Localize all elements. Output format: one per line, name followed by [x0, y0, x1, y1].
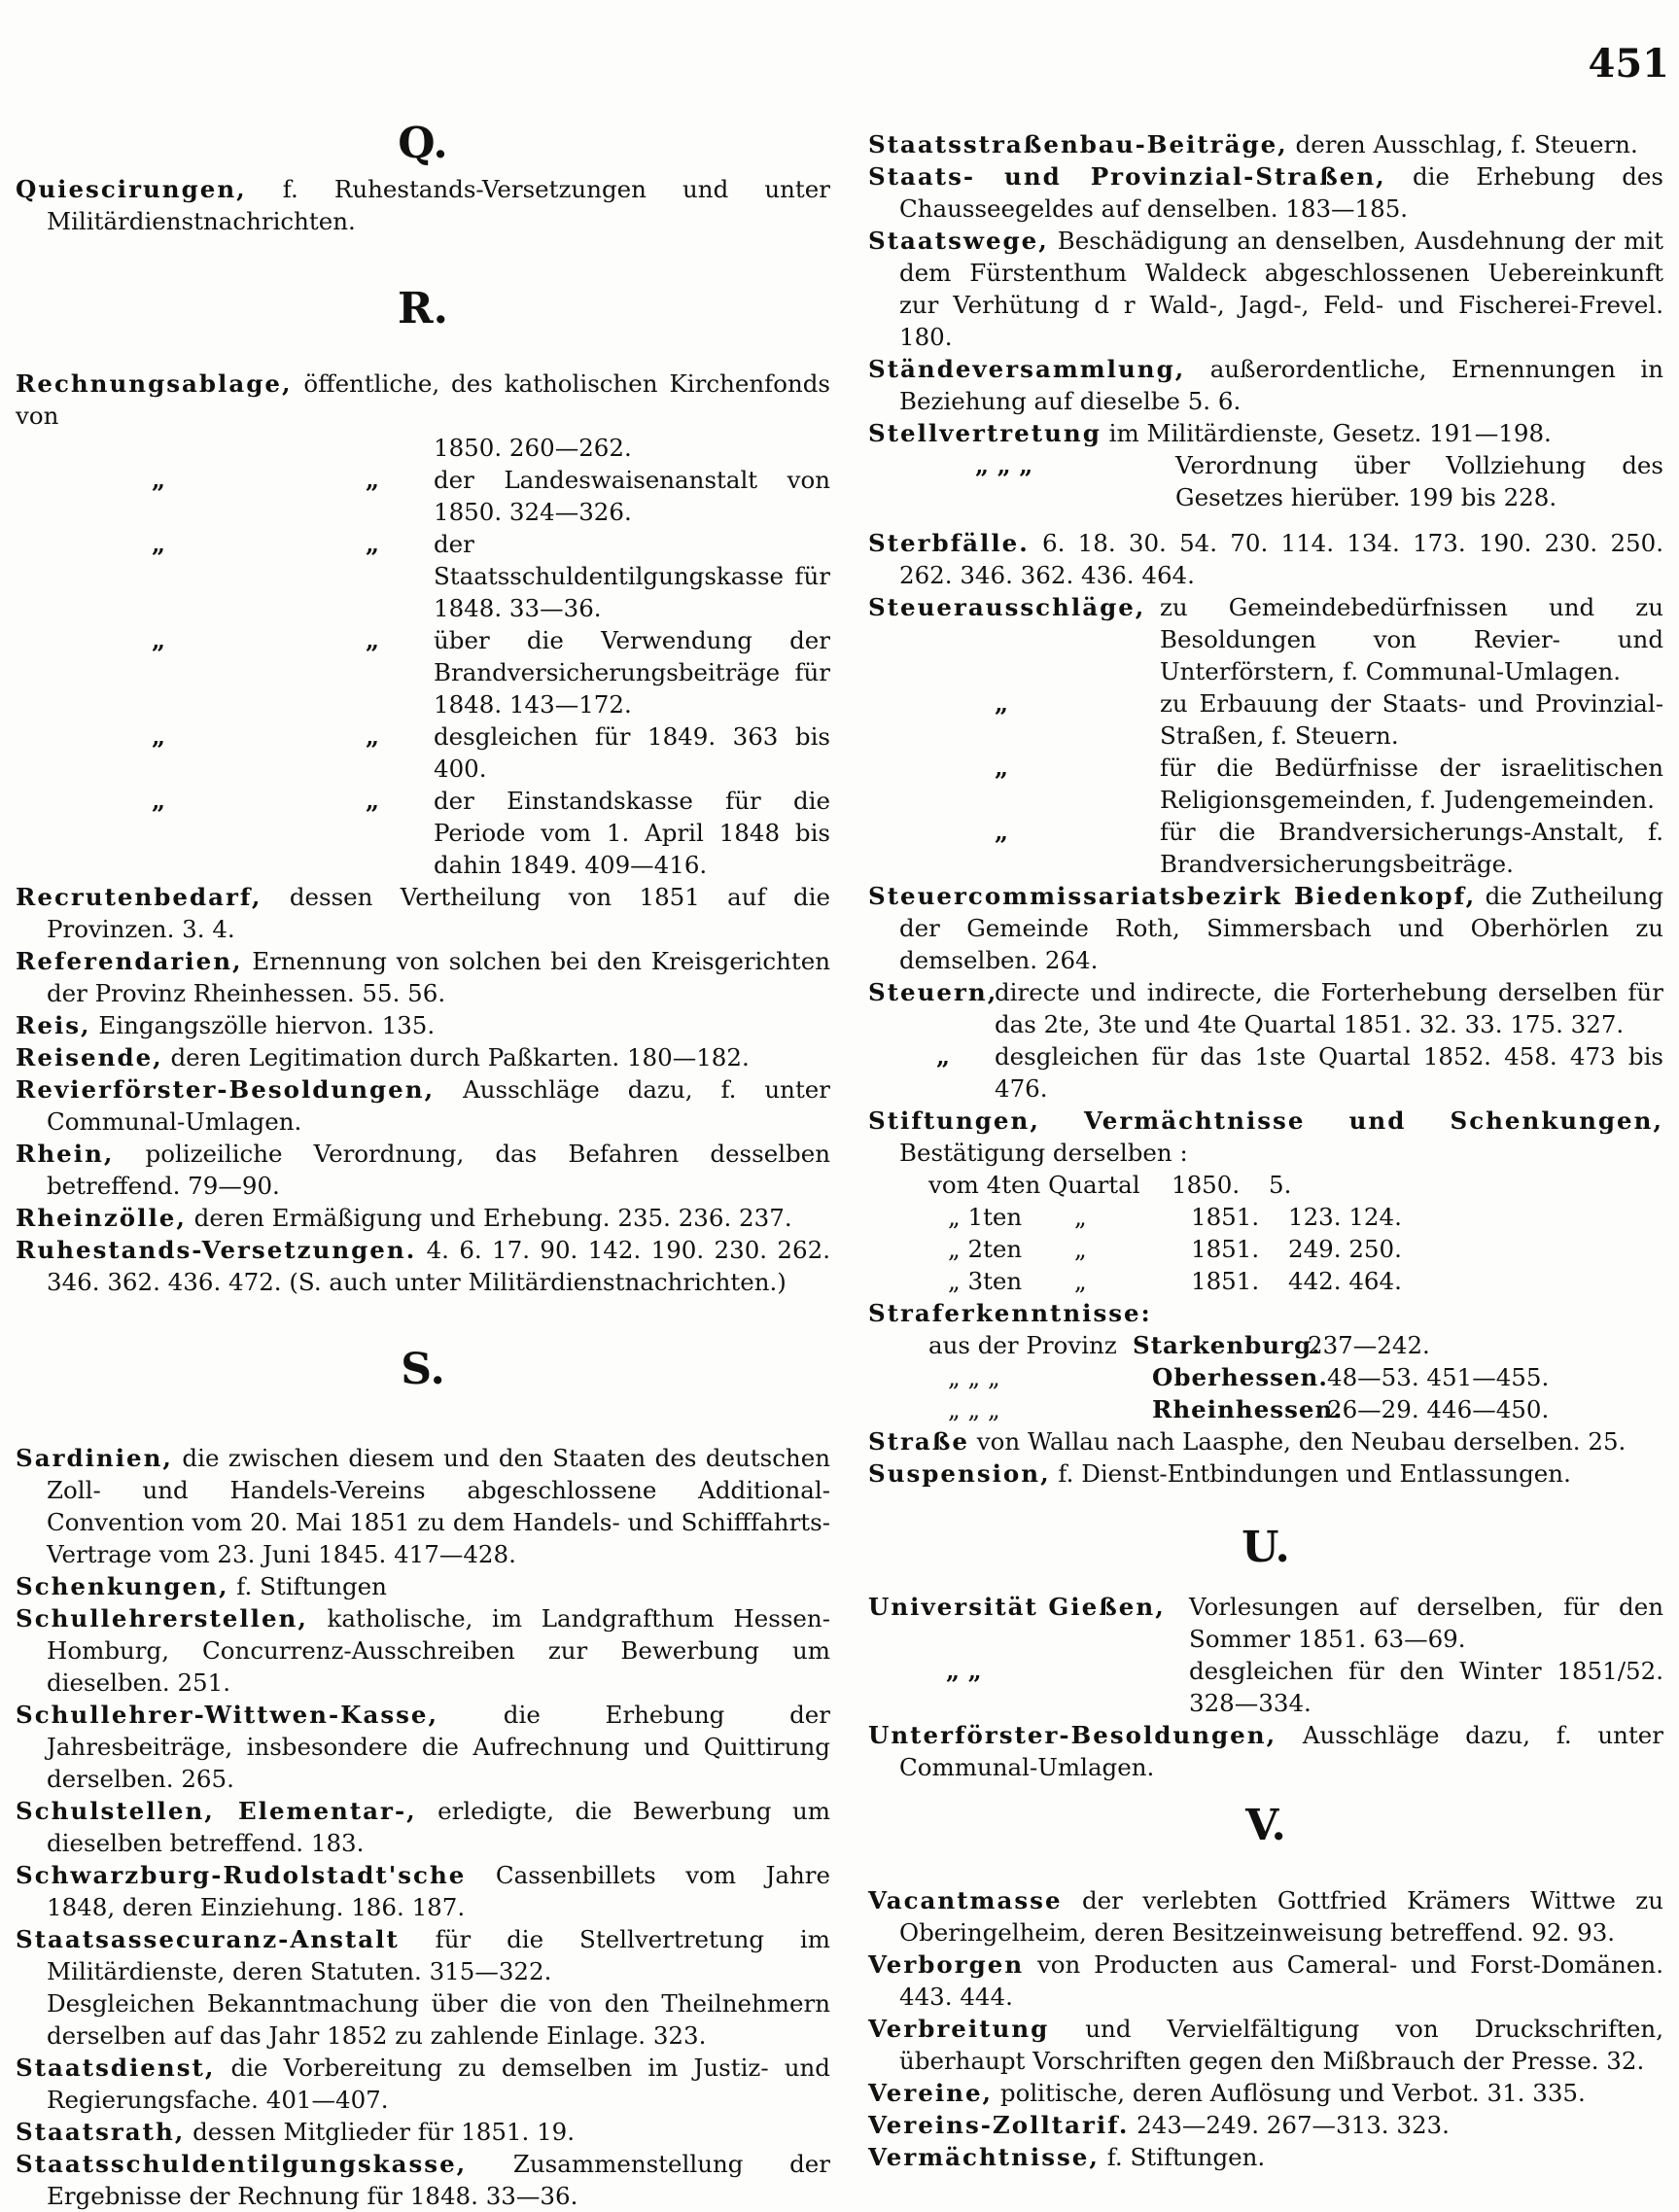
- entry-keyword: Staats- und Provinzial-Straßen,: [868, 162, 1386, 191]
- section-letter-u: U.: [1242, 1523, 1290, 1572]
- index-entry: [868, 353, 1663, 417]
- index-entry: [868, 2077, 1663, 2109]
- ditto-mark: „: [936, 1042, 951, 1071]
- list-label: „ 1ten: [948, 1203, 1023, 1231]
- entry-keyword: Sterbfälle.: [868, 529, 1030, 557]
- entry-text: deren Ermäßigung und Erhebung. 235. 236. 237.: [193, 1204, 792, 1232]
- index-entry: [868, 1457, 1663, 1490]
- ditto-mark: „: [1074, 1235, 1087, 1263]
- sub-entry: [868, 1040, 1663, 1105]
- entry-text: polizeiliche Verordnung, das Befahren desselben betreffend. 79—90.: [47, 1140, 830, 1200]
- entry-keyword: Vereins-Zolltarif.: [868, 2111, 1130, 2139]
- entry-keyword: Staatsdienst,: [16, 2054, 216, 2082]
- entry-keyword: Quiescirungen,: [16, 175, 247, 203]
- index-entry: [16, 1699, 830, 1795]
- sub-entry-text: Vorlesungen auf derselben, für den Sommer 1851. 63—69.: [1189, 1593, 1663, 1653]
- entry-text: Cassenbillets vom Jahre 1848, deren Einziehung. 186. 187.: [47, 1861, 831, 1921]
- ditto-mark: „ „ „: [948, 1363, 1000, 1391]
- entry-keyword: Rhein,: [16, 1140, 115, 1168]
- sub-entry: [868, 591, 1663, 687]
- index-entry: [868, 225, 1663, 353]
- entry-text: Zusammenstellung der Ergebnisse der Rechnung für 1848. 33—36.: [47, 2150, 830, 2210]
- entry-text: 4. 6. 17. 90. 142. 190. 230. 262. 346. 362. 436. 472. (S. auch unter Militärdienstnachrichten.): [47, 1236, 830, 1296]
- entry-text: Ernennung von solchen bei den Kreisgerichten der Provinz Rheinhessen. 55. 56.: [47, 947, 830, 1007]
- entry-text: öffentliche, des katholischen Kirchenfonds von: [16, 369, 830, 430]
- sub-entry-text: desgleichen für 1849. 363 bis 400.: [434, 722, 830, 783]
- index-entry: [16, 2148, 830, 2212]
- ditto-mark: „: [152, 466, 166, 494]
- entry-keyword: Steuerausschläge,: [868, 593, 1146, 621]
- ditto-mark: „: [366, 626, 380, 654]
- entry-keyword: Staatsassecuranz-Anstalt: [16, 1925, 400, 1953]
- entry-keyword: Staatswege,: [868, 227, 1049, 255]
- list-label: „ 2ten: [948, 1235, 1023, 1263]
- list-label: „ 3ten: [948, 1267, 1023, 1295]
- entry-keyword: Vacantmasse: [868, 1886, 1063, 1914]
- sub-entry: [16, 432, 830, 464]
- sub-entry-text: für die Bedürfnisse der israelitischen Religionsgemeinden, f. Judengemeinden.: [1160, 754, 1663, 814]
- entry-keyword: Vermächtnisse,: [868, 2143, 1100, 2171]
- entry-keyword: Straferkenntnisse:: [868, 1299, 1152, 1327]
- sub-entry: [16, 624, 830, 720]
- sub-entry-text: der Landeswaisenanstalt von 1850. 324—326.: [434, 466, 830, 526]
- entry-text: von Wallau nach Laasphe, den Neubau derselben. 25.: [976, 1427, 1627, 1456]
- list-item: [868, 1393, 1663, 1425]
- sub-entry-text: desgleichen für das 1ste Quartal 1852. 458. 473 bis 476.: [995, 1042, 1663, 1103]
- sub-entry-text: für die Brandversicherungs-Anstalt, f. Brandversicherungsbeiträge.: [1160, 818, 1663, 878]
- list-pages: 123. 124.: [1288, 1203, 1402, 1231]
- index-entry: [868, 880, 1663, 976]
- list-province: Starkenburg.: [1133, 1331, 1321, 1359]
- entry-keyword: Universität Gießen,: [868, 1593, 1166, 1621]
- index-entry: [868, 160, 1663, 225]
- index-entry: [868, 1297, 1663, 1329]
- entry-text: dessen Mitglieder für 1851. 19.: [192, 2118, 576, 2146]
- sub-entry-text: directe und indirecte, die Forterhebung derselben für das 2te, 3te und 4te Quartal 1851. 32. 33. 175. 327.: [995, 978, 1663, 1038]
- page-number: 451: [1588, 41, 1669, 87]
- ditto-mark: „: [1074, 1203, 1087, 1231]
- sub-entry-text: zu Erbauung der Staats- und Provinzial-Straßen, f. Steuern.: [1160, 689, 1663, 750]
- index-entry: [16, 881, 830, 945]
- index-entry: [16, 173, 830, 237]
- entry-text: 6. 18. 30. 54. 70. 114. 134. 173. 190. 230. 250. 262. 346. 362. 436. 464.: [899, 529, 1663, 589]
- sub-entry-text: 1850. 260—262.: [434, 434, 632, 462]
- entry-keyword: Verborgen: [868, 1950, 1025, 1979]
- ditto-mark: „: [152, 626, 166, 654]
- entry-keyword: Steuern,: [868, 978, 998, 1006]
- entry-keyword: Verbreitung: [868, 2015, 1050, 2043]
- left-column: [16, 115, 830, 2212]
- entry-text: deren Legitimation durch Paßkarten. 180—182.: [170, 1043, 750, 1071]
- ditto-mark: „: [366, 722, 380, 751]
- sub-entry: [868, 687, 1663, 752]
- index-entry: [868, 417, 1663, 449]
- list-year: 1851.: [1191, 1235, 1260, 1263]
- index-entry: [868, 128, 1663, 160]
- entry-keyword: Ständeversammlung,: [868, 355, 1186, 383]
- entry-keyword: Referendarien,: [16, 947, 243, 975]
- list-pages: 26—29. 446—450.: [1327, 1395, 1550, 1423]
- index-entry: [16, 1602, 830, 1699]
- sub-entry-text: Verordnung über Vollziehung des Gesetzes hierüber. 199 bis 228.: [1175, 451, 1663, 511]
- section-letter-v: V.: [1245, 1801, 1286, 1850]
- entry-text: 243—249. 267—313. 323.: [1137, 2111, 1450, 2139]
- index-entry: [16, 945, 830, 1009]
- list-province: Rheinhessen.: [1152, 1395, 1343, 1423]
- entry-keyword: Reisende,: [16, 1043, 163, 1071]
- right-column: [868, 128, 1663, 2173]
- entry-text: Ausschläge dazu, f. unter Communal-Umlagen.: [899, 1721, 1663, 1781]
- entry-text: f. Ruhestands-Versetzungen und unter Militärdienstnachrichten.: [47, 175, 830, 235]
- index-entry: [868, 2013, 1663, 2077]
- index-entry: [868, 1949, 1663, 2013]
- list-item: [868, 1265, 1663, 1297]
- entry-keyword: Staatsstraßenbau-Beiträge,: [868, 130, 1288, 158]
- entry-text: für die Stellvertretung im Militärdienste, deren Statuten. 315—322.: [47, 1925, 830, 1985]
- list-pages: 442. 464.: [1288, 1267, 1402, 1295]
- entry-keyword: Schullehrerstellen,: [16, 1604, 308, 1633]
- ditto-mark: „: [366, 787, 380, 815]
- sub-entry: [16, 720, 830, 785]
- section-letter-q: Q.: [398, 119, 448, 168]
- index-entry: [16, 1859, 830, 1923]
- entry-keyword: Revierförster-Besoldungen,: [16, 1075, 436, 1104]
- index-entry: [16, 368, 830, 432]
- sub-entry-text: der Staatsschuldentilgungskasse für 1848. 33—36.: [434, 530, 830, 622]
- index-entry: [16, 1138, 830, 1202]
- entry-keyword: Rechnungsablage,: [16, 369, 293, 398]
- entry-text: erledigte, die Bewerbung um dieselben betreffend. 183.: [47, 1797, 830, 1857]
- index-entry: [16, 1009, 830, 1041]
- sub-entry: [16, 464, 830, 528]
- sub-entry: [16, 528, 830, 624]
- entry-text: f. Stiftungen.: [1106, 2143, 1266, 2171]
- entry-text: Eingangszölle hiervon. 135.: [98, 1011, 436, 1039]
- index-entry: [16, 2116, 830, 2148]
- ditto-mark: „ „: [946, 1657, 982, 1685]
- list-year: 1851.: [1191, 1203, 1260, 1231]
- ditto-mark: „: [152, 530, 166, 558]
- entry-keyword: Staatsschuldentilgungskasse,: [16, 2150, 468, 2178]
- sub-entry: [868, 1655, 1663, 1719]
- list-item: [868, 1361, 1663, 1393]
- sub-entry: [868, 976, 1663, 1040]
- entry-text: Beschädigung an denselben, Ausdehnung der mit dem Fürstenthum Waldeck abgeschlossenen Uebereinkunft zur Verhütung d r Wald-, Jagd-, Feld- und Fischerei-Frevel. 180.: [899, 227, 1664, 351]
- entry-text: katholische, im Landgrafthum Hessen-Homburg, Concurrenz-Ausschreiben zur Bewerbung um dieselben. 251.: [47, 1604, 830, 1697]
- entry-keyword: Sardinien,: [16, 1444, 173, 1472]
- sub-entry: [868, 816, 1663, 880]
- sub-entry-text: der Einstandskasse für die Periode vom 1. April 1848 bis dahin 1849. 409—416.: [434, 787, 830, 879]
- index-entry: [868, 2109, 1663, 2141]
- entry-text: die zwischen diesem und den Staaten des deutschen Zoll- und Handels-Vereins abgeschlossene Additional-Convention vom 20. Mai 1851 zu dem Handels- und Schifffahrts-Vertrage vom 23. Juni 1845. 417—428.: [47, 1444, 830, 1568]
- list-item: [868, 1233, 1663, 1265]
- index-entry-continuation: Desgleichen Bekanntmachung über die von den Theilnehmern derselben auf das Jahr 1852 zu zahlende Einlage. 323.: [47, 1989, 830, 2050]
- entry-keyword: Schenkungen,: [16, 1572, 229, 1600]
- entry-text: außerordentliche, Ernennungen in Beziehung auf dieselbe 5. 6.: [899, 355, 1663, 415]
- ditto-mark: „: [995, 754, 1009, 782]
- list-province: Oberhessen.: [1152, 1363, 1328, 1391]
- list-item: [868, 1169, 1663, 1201]
- index-entry: [868, 527, 1663, 591]
- sub-entry-text: zu Gemeindebedürfnissen und zu Besoldungen von Revier- und Unterförstern, f. Communal-Umlagen.: [1160, 593, 1663, 685]
- ditto-mark: „ „ „: [975, 451, 1033, 479]
- entry-keyword: Schulstellen, Elementar-,: [16, 1797, 417, 1825]
- list-pages: 249. 250.: [1288, 1235, 1402, 1263]
- entry-text: politische, deren Auflösung und Verbot. 31. 335.: [999, 2079, 1586, 2107]
- index-entry: [16, 1234, 830, 1298]
- sub-entry: [868, 1591, 1663, 1655]
- entry-text: Bestätigung derselben :: [899, 1139, 1188, 1167]
- index-entry: [868, 1425, 1663, 1457]
- sub-entry: [868, 752, 1663, 816]
- ditto-mark: „: [1074, 1267, 1087, 1295]
- entry-keyword: Ruhestands-Versetzungen.: [16, 1236, 417, 1264]
- list-pages: 5.: [1269, 1171, 1292, 1199]
- list-pages: 48—53. 451—455.: [1327, 1363, 1550, 1391]
- list-pages: 237—242.: [1308, 1331, 1430, 1359]
- entry-keyword: Stiftungen, Vermächtnisse und Schenkungen,: [868, 1106, 1663, 1135]
- entry-text: die Erhebung der Jahresbeiträge, insbesondere die Aufrechnung und Quittirung derselben. 265.: [47, 1701, 830, 1793]
- sub-entry: [868, 449, 1663, 513]
- ditto-mark: „: [995, 818, 1009, 846]
- entry-text: f. Dienst-Entbindungen und Entlassungen.: [1058, 1459, 1571, 1488]
- index-entry: [868, 1719, 1663, 1783]
- entry-text: von Producten aus Cameral- und Forst-Domänen. 443. 444.: [899, 1950, 1663, 2011]
- entry-text: Ausschläge dazu, f. unter Communal-Umlagen.: [47, 1075, 830, 1136]
- entry-text: die Erhebung des Chausseegeldes auf denselben. 183—185.: [899, 162, 1664, 223]
- list-year: 1850.: [1172, 1171, 1241, 1199]
- index-entry: [16, 1570, 830, 1602]
- entry-keyword: Rheinzölle,: [16, 1204, 187, 1232]
- index-entry: [868, 1884, 1663, 1949]
- entry-keyword: Steuercommissariatsbezirk Biedenkopf,: [868, 882, 1477, 910]
- list-item: [868, 1329, 1663, 1361]
- entry-keyword: Unterförster-Besoldungen,: [868, 1721, 1277, 1749]
- entry-keyword: Schullehrer-Wittwen-Kasse,: [16, 1701, 439, 1729]
- ditto-mark: „: [152, 787, 166, 815]
- index-entry: [868, 2141, 1663, 2173]
- entry-keyword: Reis,: [16, 1011, 91, 1039]
- ditto-mark: „: [366, 530, 380, 558]
- section-letter-s: S.: [401, 1345, 445, 1394]
- entry-keyword: Recrutenbedarf,: [16, 883, 262, 911]
- list-label: aus der Provinz: [928, 1331, 1117, 1359]
- entry-text: f. Stiftungen: [236, 1572, 387, 1600]
- ditto-mark: „: [152, 722, 166, 751]
- ditto-mark: „ „ „: [948, 1395, 1000, 1423]
- sub-entry: [16, 785, 830, 881]
- entry-text: die Vorbereitung zu demselben im Justiz- und Regierungsfache. 401—407.: [47, 2054, 830, 2114]
- ditto-mark: „: [366, 466, 380, 494]
- index-entry: [16, 1442, 830, 1570]
- entry-keyword: Straße: [868, 1427, 969, 1456]
- entry-keyword: Suspension,: [868, 1459, 1051, 1488]
- entry-text: der verlebten Gottfried Krämers Wittwe zu Oberingelheim, deren Besitzeinweisung betreffend. 92. 93.: [899, 1886, 1663, 1947]
- sub-entry-text: desgleichen für den Winter 1851/52. 328—334.: [1189, 1657, 1663, 1717]
- list-item: [868, 1201, 1663, 1233]
- section-letter-r: R.: [398, 284, 448, 334]
- index-entry: [16, 1202, 830, 1234]
- index-entry: [16, 1923, 830, 1987]
- entry-text: die Zutheilung der Gemeinde Roth, Simmersbach und Oberhörlen zu demselben. 264.: [899, 882, 1663, 974]
- entry-text: im Militärdienste, Gesetz. 191—198.: [1108, 419, 1552, 447]
- index-entry: [16, 1041, 830, 1073]
- entry-text: und Vervielfältigung von Druckschriften, überhaupt Vorschriften gegen den Mißbrauch der Presse. 32.: [899, 2015, 1663, 2075]
- list-year: 1851.: [1191, 1267, 1260, 1295]
- entry-keyword: Vereine,: [868, 2079, 994, 2107]
- entry-keyword: Staatsrath,: [16, 2118, 186, 2146]
- entry-text: dessen Vertheilung von 1851 auf die Provinzen. 3. 4.: [47, 883, 830, 943]
- entry-keyword: Stellvertretung: [868, 419, 1102, 447]
- sub-entry-text: über die Verwendung der Brandversicherungsbeiträge für 1848. 143—172.: [434, 626, 830, 719]
- list-label: vom 4ten Quartal: [928, 1171, 1140, 1199]
- entry-text: deren Ausschlag, f. Steuern.: [1295, 130, 1638, 158]
- index-entry: [868, 1105, 1663, 1169]
- entry-keyword: Schwarzburg-Rudolstadt'sche: [16, 1861, 467, 1889]
- index-entry: [16, 1795, 830, 1859]
- index-entry: [16, 1073, 830, 1138]
- index-entry: [16, 2052, 830, 2116]
- ditto-mark: „: [995, 689, 1009, 718]
